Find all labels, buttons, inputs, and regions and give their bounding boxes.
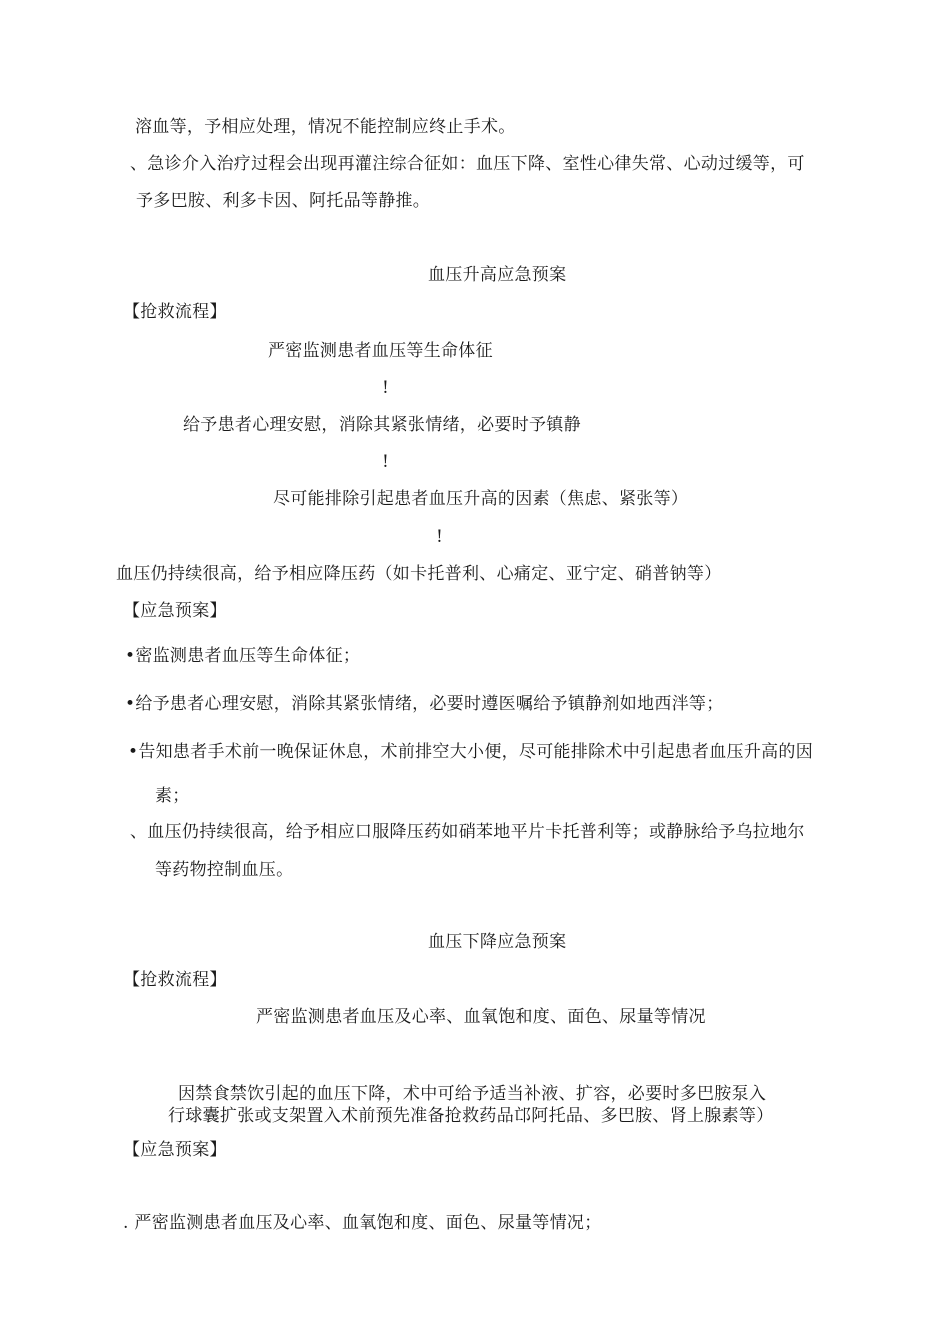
section1-plan-label: 【应急预案】: [123, 601, 227, 621]
section1-plan-item-3-cont: 素；: [155, 786, 190, 806]
section1-flow-label: 【抢救流程】: [123, 302, 227, 322]
section1-plan-item-1: •密监测患者血压等生命体征；: [125, 646, 361, 666]
section1-flow-arrow-1: !: [382, 378, 390, 398]
section1-plan-item-3: •告知患者手术前一晚保证休息，术前排空大小便，尽可能排除术中引起患者血压升高的因: [128, 742, 814, 762]
section2-plan-label: 【应急预案】: [123, 1140, 227, 1160]
section1-flow-step-3: 尽可能排除引起患者血压升高的因素（焦虑、紧张等）: [273, 489, 689, 509]
section1-plan-item-4-cont: 等药物控制血压。: [155, 860, 294, 880]
section2-flow-label: 【抢救流程】: [123, 970, 227, 990]
section2-flow-step-3: 行球囊扩张或支架置入术前预先准备抢救药品邙阿托品、多巴胺、肾上腺素等）: [168, 1106, 774, 1126]
section1-flow-step-2: 给予患者心理安慰，消除其紧张情绪，必要时予镇静: [183, 415, 581, 435]
section1-plan-item-4: 、血压仍持续很高，给予相应口服降压药如硝苯地平片卡托普利等；或静脉给予乌拉地尔: [130, 822, 805, 842]
section1-flow-step-1: 严密监测患者血压等生命体征: [268, 341, 493, 361]
section1-flow-arrow-2: !: [382, 452, 390, 472]
intro-line-1: 溶血等，予相应处理，情况不能控制应终止手术。: [135, 117, 516, 137]
section2-flow-step-2: 因禁食禁饮引起的血压下降，术中可给予适当补液、扩容，必要时多巴胺泵入: [178, 1084, 767, 1104]
section2-flow-step-1: 严密监测患者血压及心率、血氧饱和度、面色、尿量等情况: [256, 1007, 706, 1027]
section2-plan-item-1: . 严密监测患者血压及心率、血氧饱和度、面色、尿量等情况；: [123, 1213, 602, 1233]
section1-plan-item-2: •给予患者心理安慰，消除其紧张情绪，必要时遵医嘱给予镇静剂如地西泮等；: [125, 694, 724, 714]
section2-title: 血压下降应急预案: [428, 932, 567, 952]
section1-flow-step-4: 血压仍持续很高，给予相应降压药（如卡托普利、心痛定、亚宁定、硝普钠等）: [116, 564, 722, 584]
section1-title: 血压升高应急预案: [428, 265, 567, 285]
intro-line-3: 予多巴胺、利多卡因、阿托品等静推。: [136, 191, 431, 211]
intro-line-2: 、急诊介入治疗过程会出现再灌注综合征如：血压下降、室性心律失常、心动过缓等，可: [130, 154, 805, 174]
section1-flow-arrow-3: !: [436, 527, 444, 547]
